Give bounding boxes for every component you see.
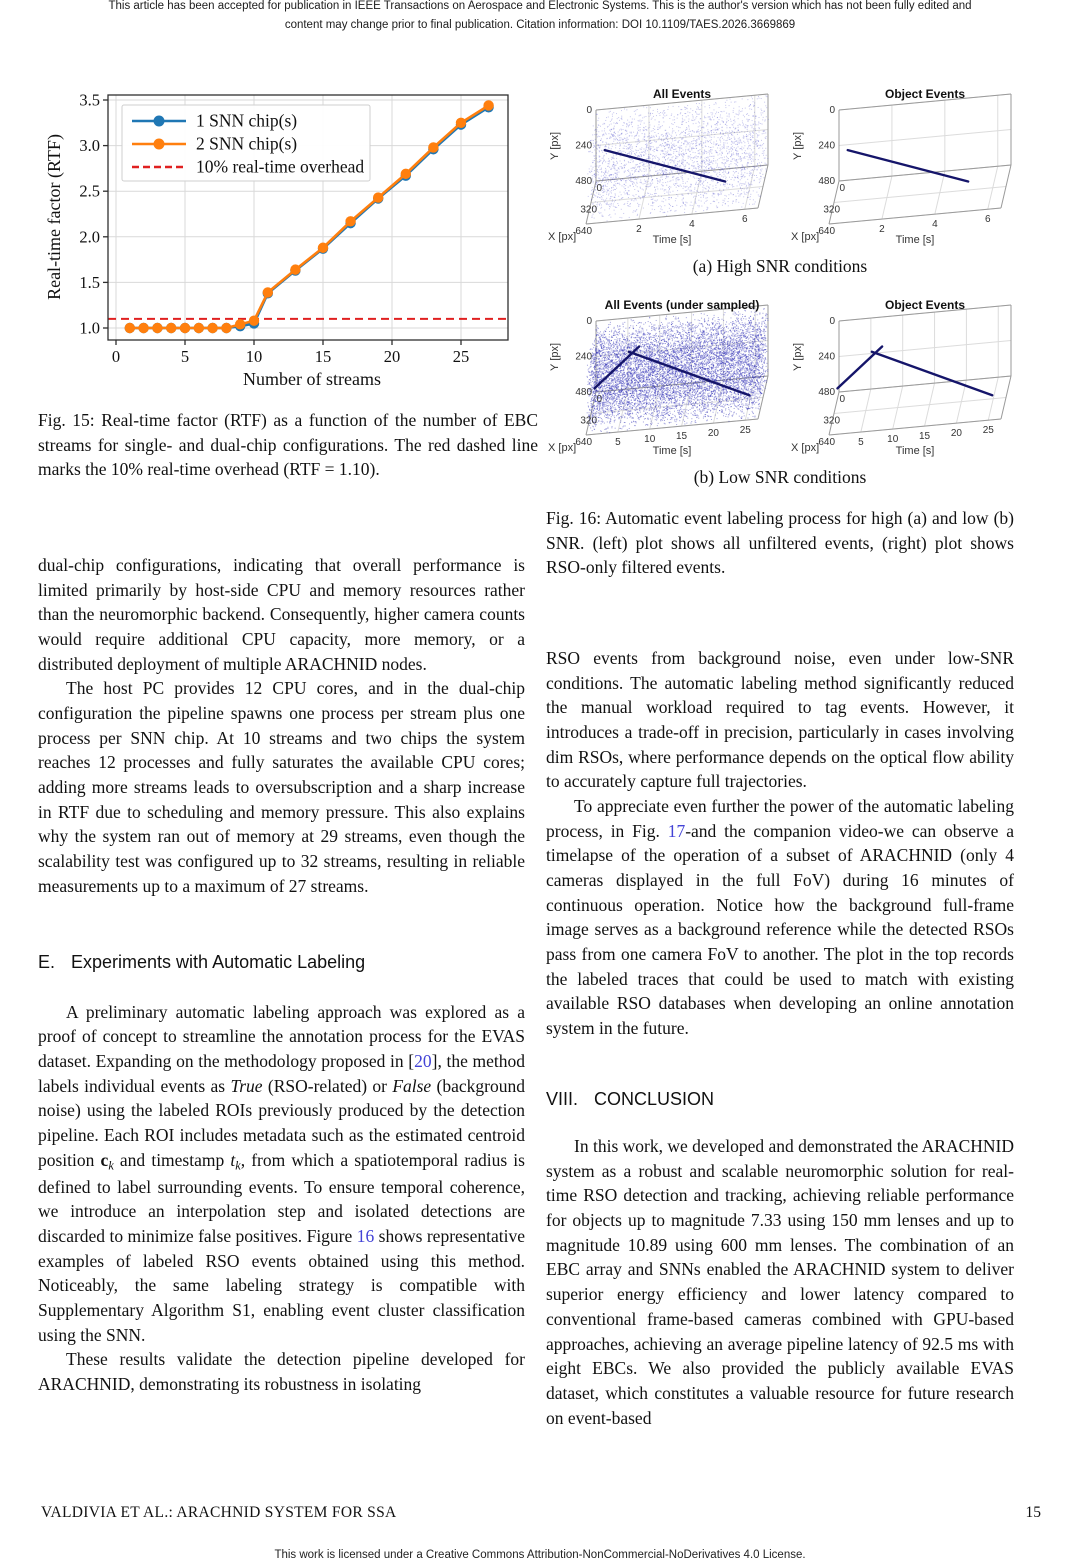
figure-16-caption: Fig. 16: Automatic event labeling process for high (a) and low (b) SNR. (left) plot shows all unfiltered events, (right) plot shows RSO-only filtered events. <box>546 508 1014 577</box>
svg-text:Real-time factor (RTF): Real-time factor (RTF) <box>44 134 64 300</box>
svg-text:25: 25 <box>452 347 470 366</box>
paragraph: To appreciate even further the power of the automatic labeling process, in Fig. 17-and the companion video-we can observe a timelapse of the operation of a subset of ARACHNID (only 4 cameras displayed in the full FoV) during 16 minutes of continuous operation. Notice how the background full-frame image serves as a background reference while the detected RSOs pass from one camera FoV to another. The plot in the top records the labeled traces that could be used to match with existing available RSO databases when developing an online annotation system in the future. <box>546 796 1014 1039</box>
subsection-heading-e <box>38 950 525 975</box>
rtf-chart <box>38 85 538 400</box>
svg-text:2.0: 2.0 <box>79 227 100 247</box>
svg-text:1.5: 1.5 <box>79 272 100 292</box>
subfigure-b-plots <box>546 297 1014 465</box>
svg-text:0: 0 <box>111 347 121 366</box>
subsection-title: Experiments with Automatic Labeling <box>71 952 366 973</box>
page-number: 15 <box>1025 1504 1041 1521</box>
subfigure-a-caption: (a) High SNR conditions <box>692 256 868 276</box>
right-column <box>546 646 1014 1430</box>
section-title: CONCLUSION <box>594 1088 715 1109</box>
paragraph: These results validate the detection pipeline developed for ARACHNID, demonstrating its robustness in isolating <box>38 1349 525 1394</box>
reference-link[interactable]: 20 <box>414 1051 432 1072</box>
svg-text:15: 15 <box>314 347 332 366</box>
svg-text:2 SNN chip(s): 2 SNN chip(s) <box>196 133 298 154</box>
figure-15 <box>38 85 538 482</box>
svg-text:10: 10 <box>245 347 263 366</box>
paragraph: A preliminary automatic labeling approach was explored as a proof of concept to streamline the annotation process for the EVAS dataset. Expanding on the methodology proposed in [20], the method labels individual events as True (RSO-related) or False (background noise) using the labeled ROIs previously produced by the detection pipeline. Each ROI includes metadata such as the estimated centroid position ck and timestamp tk, from which a spatiotemporal radius is defined to label surrounding events. To ensure temporal coherence, we introduce an interpolation step and isolated detections are discarded to minimize false positives. Figure 16 shows representative examples of labeled RSO events obtained using this method. Noticeably, the same labeling strategy is compatible with Supplementary Algorithm S1, enabling event cluster classification using the SNN. <box>38 1001 526 1345</box>
reference-link[interactable]: 17 <box>667 820 686 841</box>
page-footer <box>41 1504 1041 1522</box>
plot-object-events-high-snr <box>789 86 1014 254</box>
paragraph: The host PC provides 12 CPU cores, and in the dual-chip configuration the pipeline spawns one process per stream plus one process per SNN chip. At 10 streams and two chips the system reaches 12 processes and fully saturates the available CPU cores; adding more streams leads to oversubscription and a sharp increase in RTF due to scheduling and memory pressure. This also explains why the system ran out of memory at 29 streams, even though the scalability test was configured up to 32 streams, resulting in reliable measurements up to a maximum of 27 streams. <box>38 678 525 896</box>
svg-text:3.5: 3.5 <box>79 90 100 110</box>
section-number: VIII. <box>546 1088 579 1109</box>
section-heading-conclusion <box>546 1087 1014 1112</box>
svg-text:5: 5 <box>180 347 190 366</box>
figure-15-caption: Fig. 15: Real-time factor (RTF) as a function of the number of EBC streams for single- and dual-chip configurations. The red dashed line marks the 10% real-time overhead (RTF = 1.10). <box>38 410 538 479</box>
svg-text:10% real-time overhead: 10% real-time overhead <box>196 156 365 177</box>
reference-link[interactable]: 16 <box>356 1225 375 1246</box>
svg-text:3.0: 3.0 <box>79 136 100 156</box>
plot-object-events-low-snr <box>789 297 1014 465</box>
left-column <box>38 553 525 1397</box>
acceptance-note-line2: content may change prior to final publication. Citation information: DOI 10.1109/TAES.2026.3669869 <box>284 19 796 31</box>
subsection-number: E. <box>38 952 56 973</box>
paragraph: In this work, we developed and demonstrated the ARACHNID system as a robust and scalable neuromorphic solution for real-time RSO detection and tracking, achieving reliable performance for objects up to magnitude 7.33 using 150 mm lenses and up to magnitude 10.89 using 600 mm lenses. The combination of an EBC array and SNNs enabled the ARACHNID system to deliver superior energy efficiency and lower latency compared to conventional frame-based cameras combined with GPU-based approaches, achieving an average pipeline latency of 92.5 ms with eight EBCs. We also provided the publicly available EVAS dataset, which constitutes a valuable resource for future research on event-based <box>546 1136 1014 1428</box>
svg-text:20: 20 <box>383 347 401 366</box>
plot-all-events-high-snr <box>546 86 771 254</box>
svg-text:1.0: 1.0 <box>79 318 100 338</box>
subfigure-b-caption: (b) Low SNR conditions <box>693 467 867 487</box>
paragraph: dual-chip configurations, indicating that overall performance is limited primarily by host-side CPU and memory resources rather than the neuromorphic backend. Consequently, higher camera counts would require additional CPU capacity, more memory, or a distributed deployment of multiple ARACHNID nodes. <box>38 555 525 674</box>
plot-all-events-low-snr <box>546 297 771 465</box>
svg-text:1 SNN chip(s): 1 SNN chip(s) <box>196 110 298 131</box>
license-note: This work is licensed under a Creative Commons Attribution-NonCommercial-NoDerivatives 4.0 License. <box>274 1549 806 1561</box>
figure-16 <box>546 86 1014 580</box>
acceptance-note <box>0 0 1080 35</box>
running-head: VALDIVIA ET AL.: ARACHNID SYSTEM FOR SSA <box>41 1504 397 1521</box>
paragraph: RSO events from background noise, even under low-SNR conditions. The automatic labeling method significantly reduced the manual workload required to tag events. However, it introduces a trade-off in precision, particularly in cases involving dim RSOs, where performance depends on the optical flow ability to accurately capture full trajectories. <box>546 648 1014 792</box>
svg-text:Number of streams: Number of streams <box>243 369 381 389</box>
svg-text:2.5: 2.5 <box>79 181 100 201</box>
subfigure-a-plots <box>546 86 1014 254</box>
acceptance-note-line1: This article has been accepted for publication in IEEE Transactions on Aerospace and Electronic Systems. This is the author's version which has not been fully edited and <box>108 0 972 12</box>
